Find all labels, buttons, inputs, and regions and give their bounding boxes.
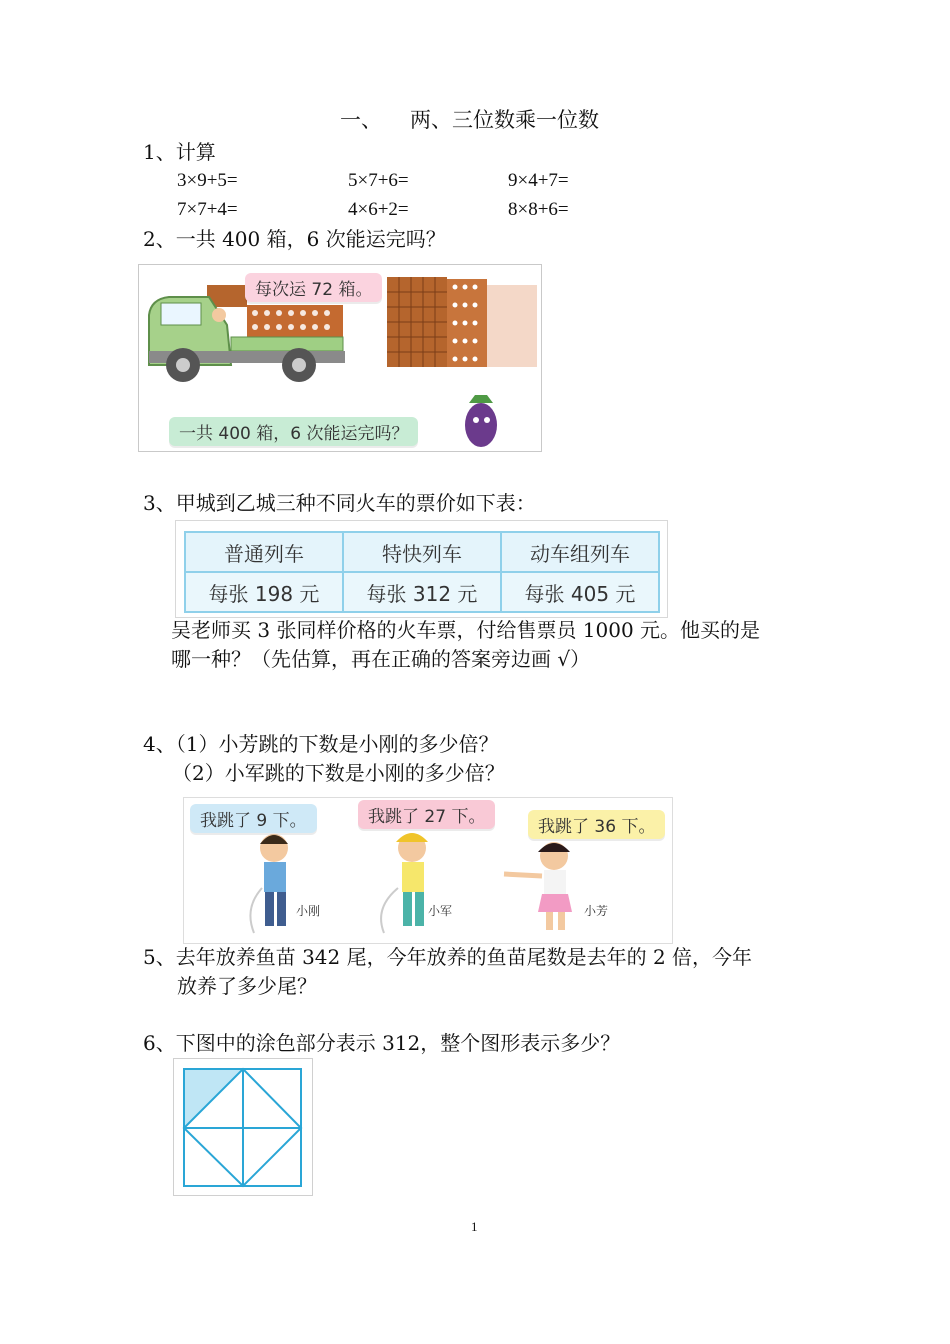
kid-name: 小军 (428, 904, 453, 918)
boy-xiaogang-icon (250, 834, 288, 933)
boy-xiaojun-icon (381, 833, 428, 933)
girl-xiaofang-icon (504, 842, 572, 930)
q2-heading: 2、一共 400 箱，6 次能运完吗？ (143, 227, 446, 251)
q3-text-line2: 哪一种？（先估算，再在正确的答案旁边画 √） (171, 647, 591, 671)
table-cell: 每张 198 元 (185, 572, 343, 612)
truck-illustration (138, 264, 542, 452)
page-number: 1 (471, 1219, 478, 1234)
kid-name: 小芳 (584, 904, 609, 918)
table-header-cell: 普通列车 (185, 532, 343, 572)
table-cell: 每张 405 元 (501, 572, 659, 612)
q1-heading: 1、计算 (143, 140, 216, 164)
q5-line2: 放养了多少尾？ (177, 974, 317, 998)
jump-rope-illustration (183, 797, 673, 944)
q4-line1: 4、（1）小芳跳的下数是小刚的多少倍？ (143, 732, 499, 756)
eggplant-character-icon (465, 395, 497, 447)
kid-bubble: 我跳了 27 下。 (358, 800, 495, 829)
page-title: 两、三位数乘一位数 (410, 108, 599, 132)
calc-item: 9×4+7= (508, 170, 569, 191)
calc-item: 7×7+4= (177, 199, 238, 220)
crate-stack-icon (387, 277, 537, 367)
table-row (185, 572, 659, 612)
kid-name: 小刚 (296, 904, 321, 918)
kid-bubble: 我跳了 9 下。 (190, 804, 317, 833)
table-row (185, 532, 659, 572)
speech-bubble-bottom: 一共 400 箱，6 次能运完吗？ (169, 417, 418, 446)
ticket-price-table (184, 531, 660, 613)
table-cell: 每张 312 元 (343, 572, 501, 612)
calc-item: 8×8+6= (508, 199, 569, 220)
ticket-price-figure (175, 520, 668, 618)
calc-item: 4×6+2= (348, 199, 409, 220)
section-number: 一、 (340, 108, 382, 132)
square-diamond-icon (174, 1059, 312, 1195)
q3-heading: 3、甲城到乙城三种不同火车的票价如下表： (143, 491, 536, 515)
kid-bubble: 我跳了 36 下。 (528, 810, 665, 839)
table-header-cell: 动车组列车 (501, 532, 659, 572)
speech-bubble-top: 每次运 72 箱。 (245, 273, 382, 302)
q6-heading: 6、下图中的涂色部分表示 312，整个图形表示多少？ (143, 1031, 621, 1055)
table-header-cell: 特快列车 (343, 532, 501, 572)
q3-text-line1: 吴老师买 3 张同样价格的火车票，付给售票员 1000 元。他买的是 (171, 618, 761, 642)
calc-item: 5×7+6= (348, 170, 409, 191)
q4-line2: （2）小军跳的下数是小刚的多少倍？ (172, 761, 505, 785)
calc-item: 3×9+5= (177, 170, 238, 191)
geometry-figure (173, 1058, 313, 1196)
q5-line1: 5、去年放养鱼苗 342 尾，今年放养的鱼苗尾数是去年的 2 倍，今年 (143, 945, 753, 969)
